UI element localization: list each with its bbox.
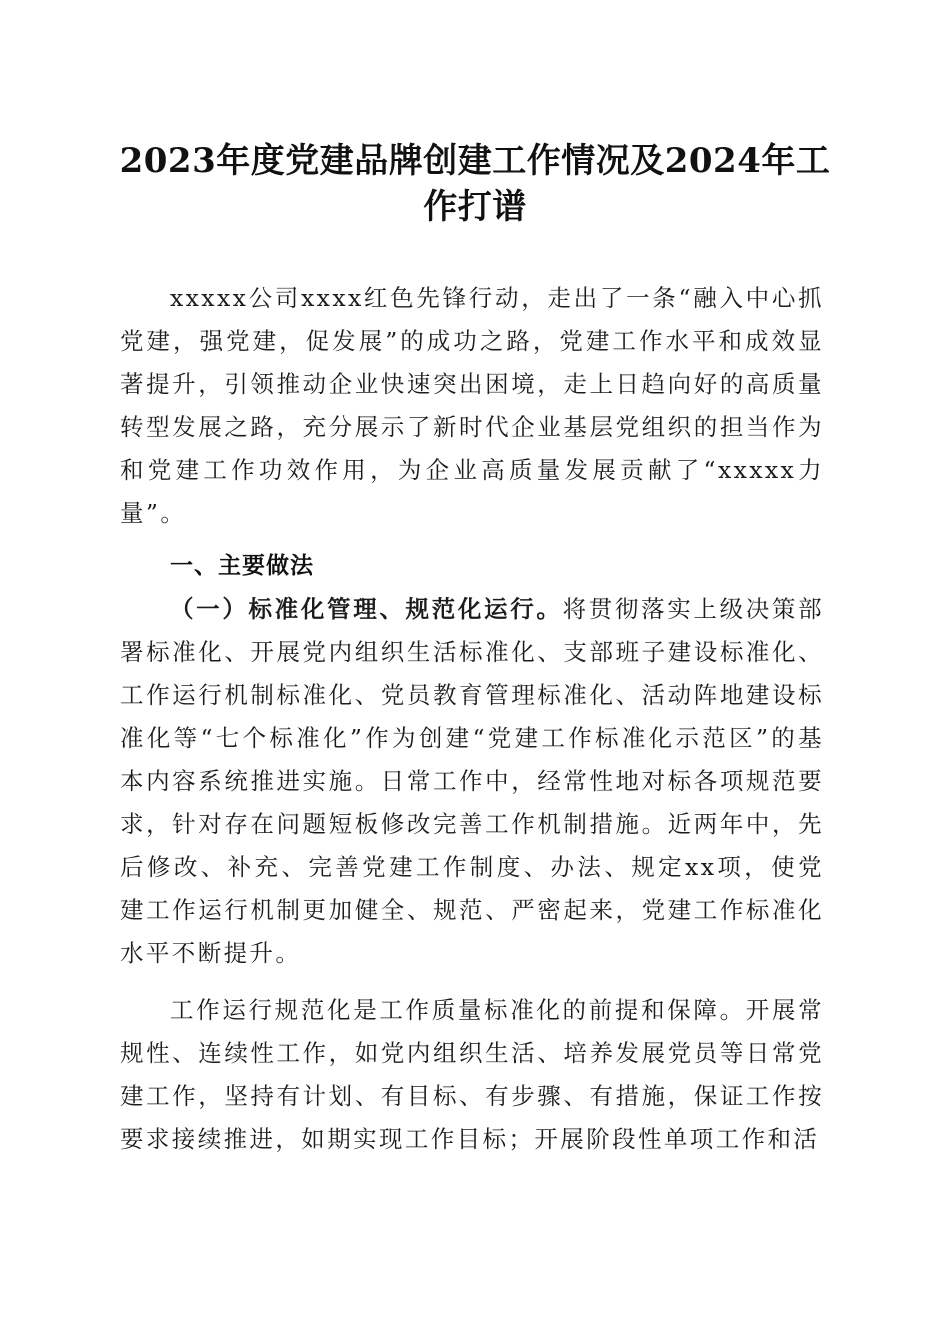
paragraph-standardized-operation: 工作运行规范化是工作质量标准化的前提和保障。开展常规性、连续性工作，如党内组织生活、培养发展党员等日常党建工作，坚持有计划、有目标、有步骤、有措施，保证工作按要求接续推进，如期实现工作目标；开展阶段性单项工作和活 bbox=[120, 996, 824, 1153]
intro-paragraph: xxxxx公司xxxx红色先锋行动，走出了一条“融入中心抓党建，强党建，促发展”的成功之路，党建工作水平和成效显著提升，引领推动企业快速突出困境，走上日趋向好的高质量转型发展之路，充分展示了新时代企业基层党组织的担当作为和党建工作功效作用，为企业高质量发展贡献了“xxxxx力量”。 bbox=[120, 284, 824, 527]
subsection-lead: （一）标准化管理、规范化运行。 bbox=[170, 595, 563, 623]
subsection-text: 将贯彻落实上级决策部署标准化、开展党内组织生活标准化、支部班子建设标准化、工作运行机制标准化、党员教育管理标准化、活动阵地建设标准化等“七个标准化”作为创建“党建工作标准化示范区”的基本内容系统推进实施。日常工作中，经常性地对标各项规范要求，针对存在问题短板修改完善工作机制措施。近两年中，先后修改、补充、完善党建工作制度、办法、规定xx项，使党建工作运行机制更加健全、规范、严密起来，党建工作标准化水平不断提升。 bbox=[120, 595, 824, 967]
document-title: 2023年度党建品牌创建工作情况及2024年工作打谱 bbox=[119, 141, 831, 227]
subsection-paragraph-standardization bbox=[120, 588, 824, 975]
section-heading-main-practices: 一、主要做法 bbox=[170, 553, 314, 579]
